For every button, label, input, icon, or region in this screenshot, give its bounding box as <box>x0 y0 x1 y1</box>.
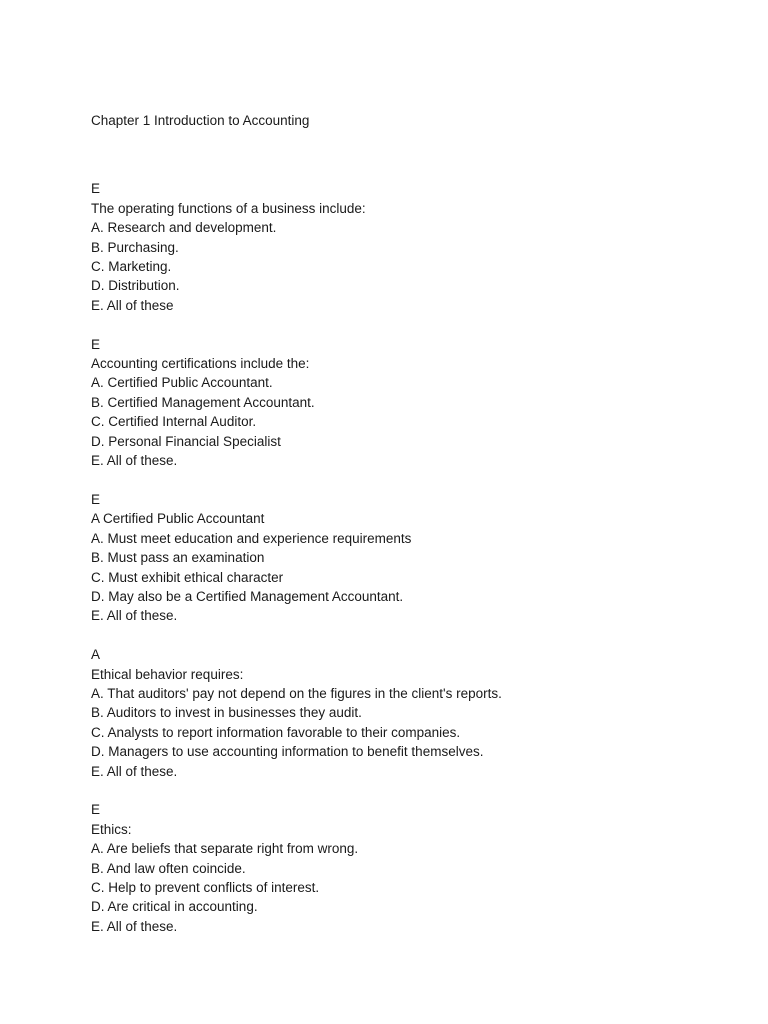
option-d: D. May also be a Certified Management Accountant. <box>91 588 404 604</box>
document-page <box>91 111 751 956</box>
option-e: E. All of these <box>91 297 174 313</box>
option-b: B. Certified Management Accountant. <box>91 394 315 410</box>
question-prompt: Accounting certifications include the: <box>91 356 310 372</box>
option-b: B. Purchasing. <box>91 239 179 255</box>
option-b: B. Auditors to invest in businesses they audit. <box>91 705 362 721</box>
option-c: C. Must exhibit ethical character <box>91 569 284 585</box>
question-prompt: Ethical behavior requires: <box>91 666 244 682</box>
answer-key: E <box>91 491 101 507</box>
option-d: D. Personal Financial Specialist <box>91 433 281 449</box>
question-5 <box>91 800 751 936</box>
answer-key: E <box>91 802 101 818</box>
question-prompt: A Certified Public Accountant <box>91 511 265 527</box>
option-c: C. Marketing. <box>91 259 172 275</box>
option-e: E. All of these. <box>91 608 178 624</box>
answer-key: E <box>91 336 101 352</box>
option-a: A. Research and development. <box>91 220 277 236</box>
option-e: E. All of these. <box>91 918 178 934</box>
question-list <box>91 179 751 936</box>
option-c: C. Certified Internal Auditor. <box>91 414 257 430</box>
option-e: E. All of these. <box>91 763 178 779</box>
option-a: A. Are beliefs that separate right from wrong. <box>91 841 359 857</box>
question-1 <box>91 179 751 315</box>
question-3 <box>91 490 751 626</box>
option-d: D. Distribution. <box>91 278 180 294</box>
question-2 <box>91 335 751 471</box>
question-prompt: The operating functions of a business include: <box>91 200 366 216</box>
option-a: A. That auditors' pay not depend on the figures in the client's reports. <box>91 685 502 701</box>
option-b: B. And law often coincide. <box>91 860 246 876</box>
option-d: D. Managers to use accounting information to benefit themselves. <box>91 744 484 760</box>
option-a: A. Must meet education and experience requirements <box>91 530 412 546</box>
option-c: C. Help to prevent conflicts of interest. <box>91 879 320 895</box>
option-b: B. Must pass an examination <box>91 550 265 566</box>
option-c: C. Analysts to report information favorable to their companies. <box>91 724 461 740</box>
answer-key: E <box>91 181 101 197</box>
answer-key: A <box>91 647 101 663</box>
option-a: A. Certified Public Accountant. <box>91 375 273 391</box>
option-e: E. All of these. <box>91 453 178 469</box>
question-prompt: Ethics: <box>91 821 132 837</box>
question-4 <box>91 645 751 781</box>
option-d: D. Are critical in accounting. <box>91 899 258 915</box>
page-title: Chapter 1 Introduction to Accounting <box>91 113 310 128</box>
